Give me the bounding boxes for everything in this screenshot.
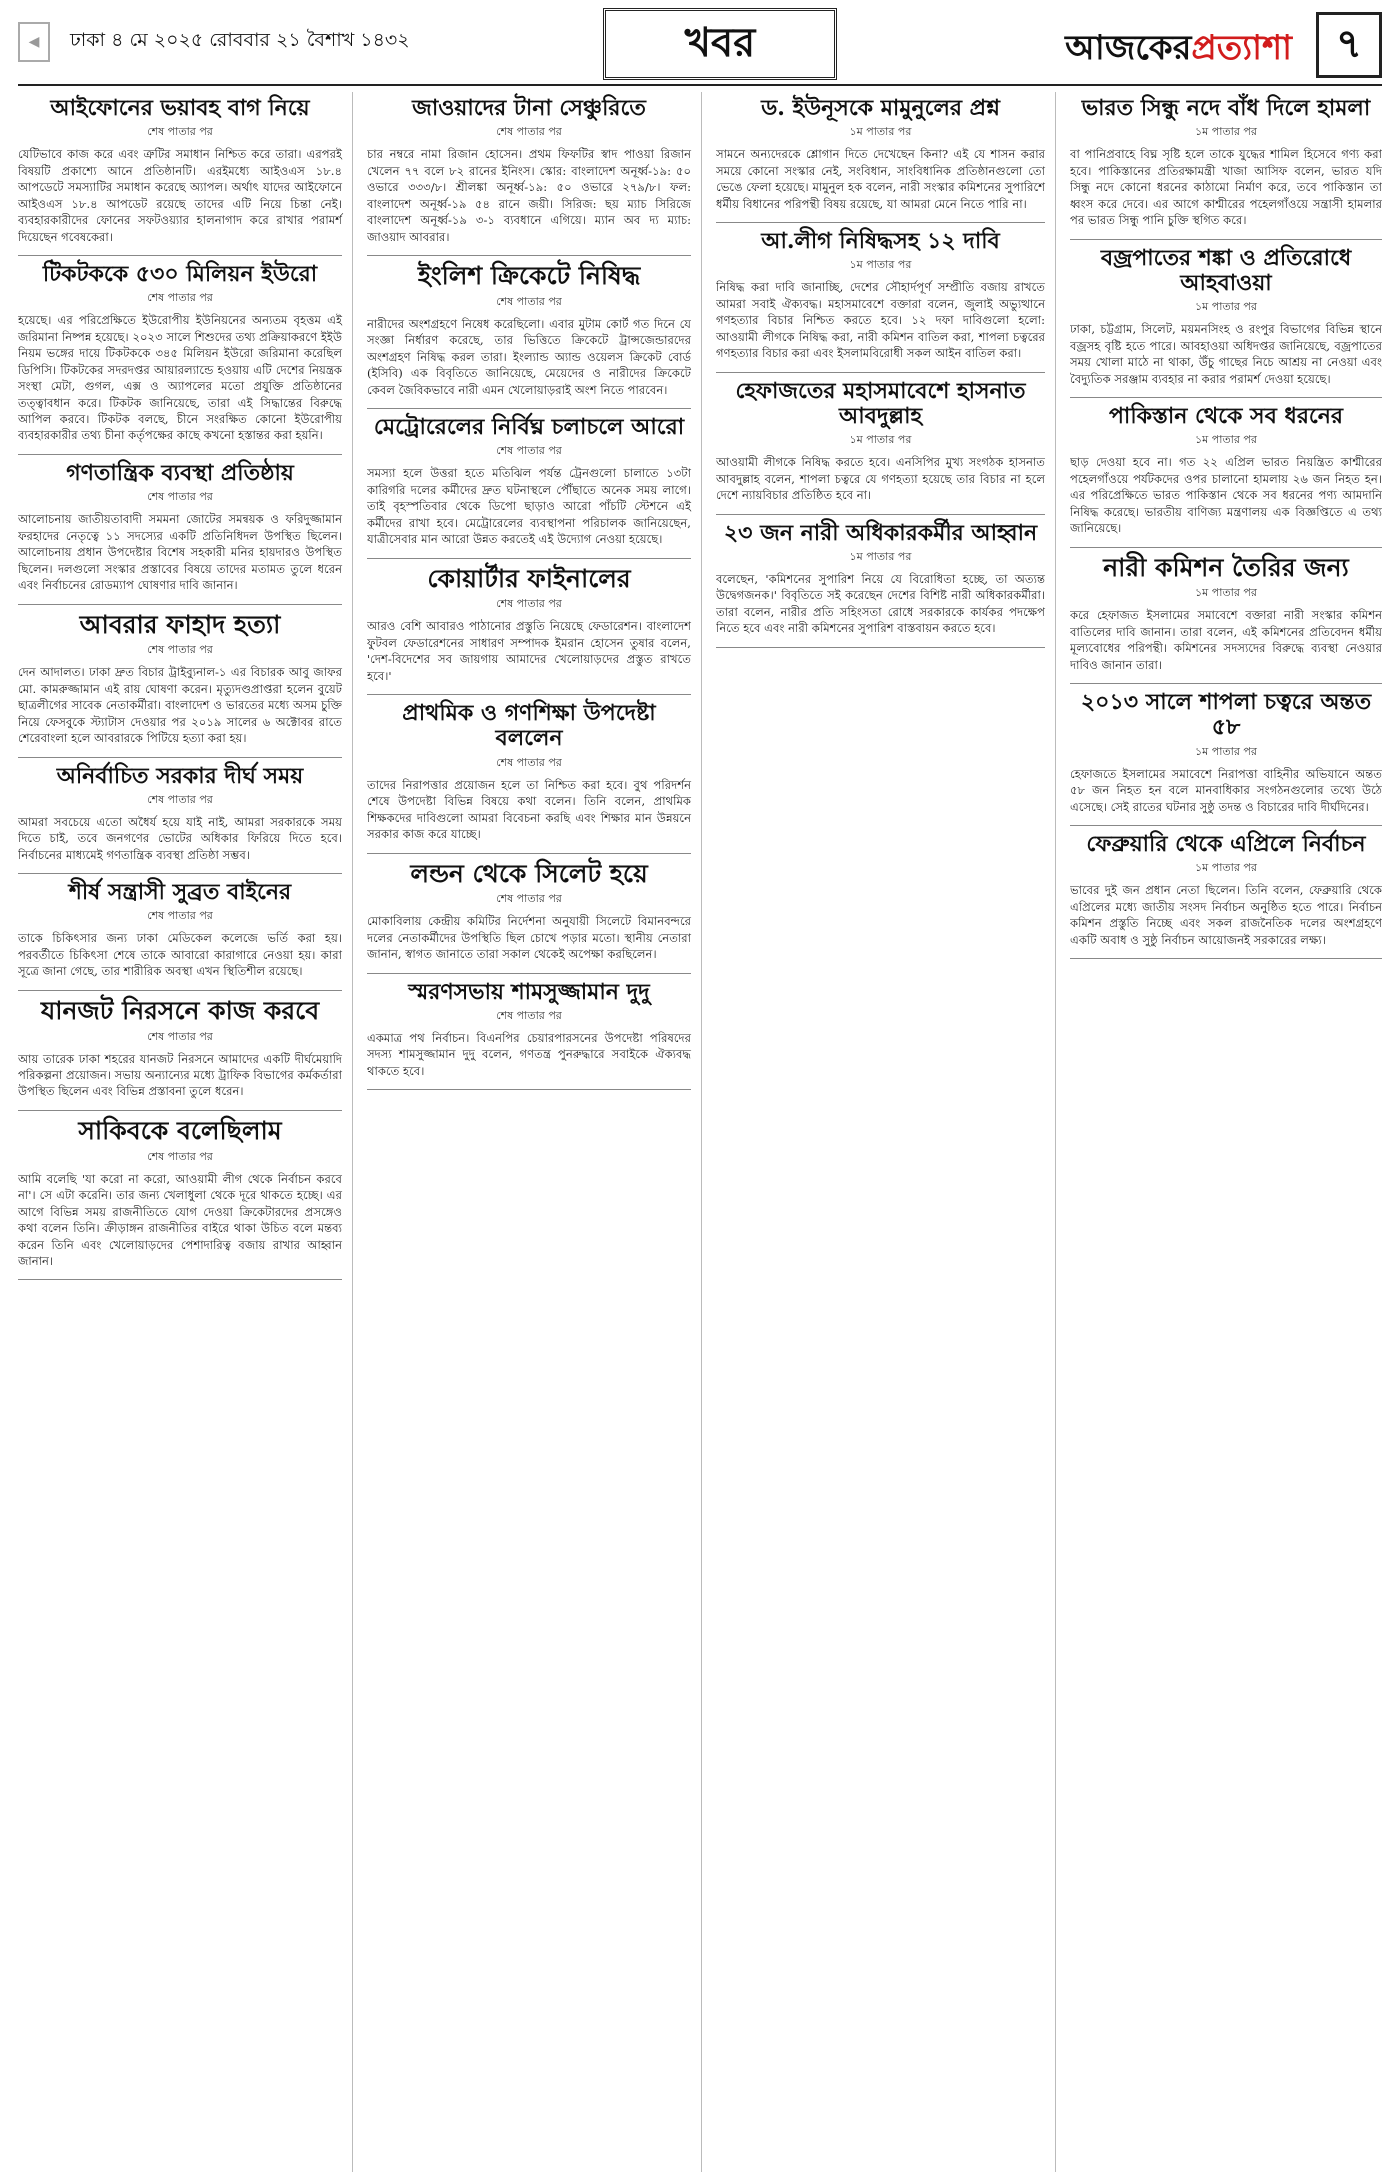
newspaper-logo — [1065, 22, 1292, 79]
article-body: হয়েছে। এর পরিপ্রেক্ষিতে ইউরোপীয় ইউনিয়নের অন্যতম বৃহত্তম এই জরিমানা নিষ্পন্ন হয়েছে। ২০২৩ সালে শিশুদের তথ্য প্রক্রিয়াকরণে ইইউ নিয়ম ভঙ্গের দায়ে টিকটককে ৩৪৫ মিলিয়ন ইউরো জরিমানা করেছিল ডিপিসি। টিকটকের সদরদপ্তর আয়ারল্যান্ডে হওয়ায় এটি দেশের নিয়ন্ত্রক সংস্থা মেটা, গুগল, এক্স ও অ্যাপলের মতো প্রযুক্তি প্রতিষ্ঠানের তত্ত্বাবধান করে। টিকটক জানিয়েছে, তারা এই সিদ্ধান্তের বিরুদ্ধে আপিল করবে। টিকটক বলছে, চীনে সংরক্ষিত কোনো ইউরোপীয় ব্যবহারকারীর তথ্য চীনা কর্তৃপক্ষের কাছে কখনো হস্তান্তর করা হয়নি। — [18, 313, 342, 443]
article-divider — [716, 514, 1045, 515]
article-headline[interactable]: আবরার ফাহাদ হত্যা — [79, 609, 281, 639]
news-article — [367, 860, 691, 963]
logo-part-2: প্রত্যাশা — [1191, 28, 1292, 68]
article-body: হেফাজতে ইসলামের সমাবেশে নিরাপত্তা বাহিনীর অভিযানে অন্তত ৫৮ জন নিহত হন বলে মানবাধিকার সংগঠনগুলোর তথ্যে উঠে এসেছে। সেই রাতের ঘটনার সুষ্ঠু তদন্ত ও বিচারের দাবি দীর্ঘদিনের। — [1070, 766, 1382, 814]
article-divider — [716, 222, 1045, 223]
continuation-label: শেষ পাতার পর — [496, 294, 562, 308]
article-body: আমরা সবচেয়ে এতো অধৈর্য হয়ে যাই নাই, আমরা সরকারকে সময় দিতে চাই, তবে জনগণের ভোটের অধিকার ফিরিয়ে দিতে হবে। নির্বাচনের মাধ্যমেই গণতান্ত্রিক ব্যবস্থা প্রতিষ্ঠা সম্ভব। — [18, 814, 342, 862]
continuation-label: ১ম পাতার পর — [1195, 586, 1257, 600]
news-article — [1070, 690, 1382, 815]
article-body: নারীদের অংশগ্রহণে নিষেধ করেছিলো। এবার মুটাম কোর্ট গত দিনে যে সংজ্ঞা নির্ধারণ করেছে, তার ভিত্তিতে ক্রিকেটে ট্রান্সজেন্ডারদের অংশগ্রহণ নিষিদ্ধ করল তারা। ইংল্যান্ড অ্যান্ড ওয়েলস ক্রিকেট বোর্ড (ইসিবি) এক বিবৃতিতে জানিয়েছে, মেয়েদের ও নারীদের ক্রিকেটে কেবল জৈবিকভাবে নারী এমন খেলোয়াড়রাই অংশ নিতে পারবেন। — [367, 316, 691, 397]
continuation-label: ১ম পাতার পর — [1195, 744, 1257, 758]
article-divider — [367, 1089, 691, 1090]
article-divider — [18, 1279, 342, 1280]
article-divider — [1070, 239, 1382, 240]
article-divider — [1070, 958, 1382, 959]
article-body: ভাবের দুই জন প্রধান নেতা ছিলেন। তিনি বলেন, ফেব্রুয়ারি থেকে এপ্রিলের মধ্যে জাতীয় সংসদ নির্বাচন অনুষ্ঠিত হতে পারে। নির্বাচন কমিশন প্রস্তুতি নিচ্ছে এবং সকল রাজনৈতিক দলের অংশগ্রহণে একটি অবাধ ও সুষ্ঠু নির্বাচন আয়োজনই সরকারের লক্ষ্য। — [1070, 883, 1382, 947]
article-divider — [367, 973, 691, 974]
continuation-label: শেষ পাতার পর — [147, 643, 213, 657]
column-3 — [716, 92, 1056, 2172]
article-headline[interactable]: আ.লীগ নিষিদ্ধসহ ১২ দাবি — [761, 228, 1000, 255]
news-article — [716, 379, 1045, 504]
news-article — [367, 980, 691, 1080]
continuation-label: শেষ পাতার পর — [496, 125, 562, 139]
continuation-label: শেষ পাতার পর — [496, 1008, 562, 1022]
prev-page-arrow-icon[interactable]: ◀ — [18, 22, 50, 62]
article-divider — [18, 604, 342, 605]
article-headline[interactable]: ফেব্রুয়ারি থেকে এপ্রিলে নির্বাচন — [1086, 831, 1366, 858]
continuation-label: শেষ পাতার পর — [496, 755, 562, 769]
news-article — [18, 262, 342, 444]
news-article — [716, 96, 1045, 212]
article-divider — [1070, 397, 1382, 398]
continuation-label: শেষ পাতার পর — [147, 125, 213, 139]
masthead — [18, 0, 1382, 86]
column-1 — [18, 92, 353, 2172]
news-article — [367, 565, 691, 685]
continuation-label: শেষ পাতার পর — [147, 291, 213, 305]
article-divider — [716, 647, 1045, 648]
article-divider — [367, 408, 691, 409]
article-headline[interactable]: আইফোনের ভয়াবহ বাগ নিয়ে — [50, 95, 310, 121]
article-body: আরও বেশি আবারও পাঠানোর প্রস্তুতি নিয়েছে ফেডারেশন। বাংলাদেশ ফুটবল ফেডারেশনের সাধারণ সম্পাদক ইমরান হোসেন তুষার বলেন, 'দেশ-বিদেশের সব জায়গায় আমাদের খেলোয়াড়দের প্রস্তুত রাখতে হবে।' — [367, 619, 691, 683]
logo-part-1: আজকের — [1065, 28, 1192, 68]
article-body: দেন আদালত। ঢাকা দ্রুত বিচার ট্রাইব্যুনাল-১ এর বিচারক আবু জাফর মো. কামরুজ্জামান এই রায় ঘোষণা করেন। মৃত্যুদণ্ডপ্রাপ্তরা হলেন বুয়েট ছাত্রলীগের সাবেক নেতাকর্মীরা। বাংলাদেশ ও ভারতের মধ্যে অসম চুক্তি নিয়ে ফেসবুকে স্ট্যাটাস দেওয়ার পর ২০১৯ সালের ৬ অক্টোবর রাতে শেরেবাংলা হলে আবরারকে পিটিয়ে হত্যা করা হয়। — [18, 665, 342, 746]
news-article — [367, 701, 691, 842]
article-divider — [367, 853, 691, 854]
article-headline[interactable]: ইংলিশ ক্রিকেটে নিষিদ্ধ — [417, 261, 641, 291]
continuation-label: শেষ পাতার পর — [147, 792, 213, 806]
article-body: আয় তারেক ঢাকা শহরের যানজট নিরসনে আমাদের একটি দীর্ঘমেয়াদি পরিকল্পনা প্রয়োজন। সভায় অন্যান্যের মধ্যে ট্রাফিক বিভাগের কর্মকর্তারা উপস্থিত ছিলেন এবং বিভিন্ন প্রস্তাবনা তুলে ধরেন। — [18, 1051, 342, 1099]
article-headline[interactable]: হেফাজতের মহাসমাবেশে হাসনাত আবদুল্লাহ — [735, 377, 1026, 429]
article-headline[interactable]: মেট্রোরেলের নির্বিঘ্ন চলাচলে আরো — [373, 414, 685, 441]
article-headline[interactable]: টিকটককে ৫৩০ মিলিয়ন ইউরো — [42, 261, 318, 288]
dateline: ঢাকা ৪ মে ২০২৫ রোববার ২১ বৈশাখ ১৪৩২ — [70, 29, 410, 51]
article-headline[interactable]: ড. ইউনূসকে মামুনুলের প্রশ্ন — [761, 95, 1000, 121]
article-divider — [367, 255, 691, 256]
article-body: ঢাকা, চট্টগ্রাম, সিলেট, ময়মনসিংহ ও রংপুর বিভাগের বিভিন্ন স্থানে বজ্রসহ বৃষ্টি হতে পারে। আবহাওয়া অধিদপ্তর জানিয়েছে, বজ্রপাতের সময় খোলা মাঠে না থাকা, উঁচু গাছের নিচে আশ্রয় না নেওয়া এবং বৈদ্যুতিক সরঞ্জাম ব্যবহার না করার পরামর্শ দেওয়া হয়েছে। — [1070, 322, 1382, 386]
article-headline[interactable]: ২৩ জন নারী অধিকারকর্মীর আহ্বান — [723, 519, 1038, 546]
article-divider — [18, 873, 342, 874]
article-body: একমাত্র পথ নির্বাচন। বিএনপির চেয়ারপারসনের উপদেষ্টা পরিষদের সদস্য শামসুজ্জামান দুদু বলেন, গণতন্ত্র পুনরুদ্ধারে সবাইকে ঐক্যবদ্ধ থাকতে হবে। — [367, 1030, 691, 1078]
continuation-label: ১ম পাতার পর — [849, 433, 912, 447]
news-article — [18, 461, 342, 594]
continuation-label: ১ম পাতার পর — [1195, 433, 1257, 447]
continuation-label: ১ম পাতার পর — [1195, 125, 1257, 139]
article-body: মোকাবিলায় কেন্দ্রীয় কমিটির নির্দেশনা অনুযায়ী সিলেটে বিমানবন্দরে দলের নেতাকর্মীদের উপস্থিতি ছিল চোখে পড়ার মতো। স্থানীয় নেতারা জানান, স্বাগত জানাতে তারা সকাল থেকেই অপেক্ষা করছিলেন। — [367, 914, 691, 962]
article-body: বা পানিপ্রবাহে বিঘ্ন সৃষ্টি হলে তাকে যুদ্ধের শামিল হিসেবে গণ্য করা হবে। পাকিস্তানের প্রতিরক্ষামন্ত্রী খাজা আসিফ বলেন, ভারত যদি সিন্ধু নদে কোনো ধরনের কাঠামো নির্মাণ করে, তবে পাকিস্তান তা ধ্বংস করে দেবে। এর আগে কাশ্মীরের পহেলগাঁওয়ে সন্ত্রাসী হামলার পর ভারত সিন্ধু পানি চুক্তি স্থগিত করে। — [1070, 147, 1382, 228]
continuation-label: ১ম পাতার পর — [1195, 861, 1257, 875]
news-article — [18, 611, 342, 747]
article-body: চার নম্বরে নামা রিজান হোসেন। প্রথম ফিফটির স্বাদ পাওয়া রিজান খেলেন ৭৭ বলে ৮২ রানের ইনিংস। স্কোর: বাংলাদেশ অনূর্ধ্ব-১৯: ৫০ ওভারে ৩৩৩/৮। শ্রীলঙ্কা অনূর্ধ্ব-১৯: ৫০ ওভারে ২৭৯/৮। ফল: বাংলাদেশ অনূর্ধ্ব-১৯ ৫৪ রানে জয়ী। সিরিজ: ছয় ম্যাচ সিরিজে বাংলাদেশ অনূর্ধ্ব-১৯ ৩-১ ব্যবধানে এগিয়ে। ম্যান অব দ্য ম্যাচ: জাওয়াদ আবরার। — [367, 147, 691, 244]
article-body: আলোচনায় জাতীয়তাবাদী সমমনা জোটের সমন্বয়ক ও ফরিদুজ্জামান ফরহাদের নেতৃত্বে ১১ সদস্যের একটি প্রতিনিধিদল উপস্থিত ছিলেন। আলোচনায় প্রধান উপদেষ্টার বিশেষ সহকারী মনির হায়দারও উপস্থিত ছিলেন। দলগুলো সংস্কার প্রস্তাবের বিষয়ে তাদের মতামত তুলে ধরেন এবং নির্বাচনের রোডম্যাপ ঘোষণার দাবি জানান। — [18, 512, 342, 593]
article-divider — [1070, 683, 1382, 684]
news-article — [18, 880, 342, 980]
article-headline[interactable]: পাকিস্তান থেকে সব ধরনের — [1109, 402, 1343, 429]
article-body: যেটিভাবে কাজ করে এবং ত্রুটির সমাধান নিশ্চিত করে তারা। এরপরই বিষয়টি প্রকাশ্যে আনে প্রতিষ্ঠানটি। এরইমধ্যে আইওএস ১৮.৪ আপডেটে সমস্যাটির সমাধান করেছে অ্যাপল। অর্থাৎ যাদের আইফোনে আইওএস ১৮.৪ আপডেট রয়েছে তাদের এটি নিয়ে চিন্তা নেই। ব্যবহারকারীদের ফোনের সফটওয়্যার হালনাগাদ করে রাখার পরামর্শ দিয়েছেন গবেষকেরা। — [18, 147, 342, 244]
continuation-label: ১ম পাতার পর — [1195, 300, 1257, 314]
article-headline[interactable]: লন্ডন থেকে সিলেট হয়ে — [410, 858, 648, 888]
article-headline[interactable]: বজ্রপাতের শঙ্কা ও প্রতিরোধে আহবাওয়া — [1100, 244, 1352, 296]
article-body: আওয়ামী লীগকে নিষিদ্ধ করতে হবে। এনসিপির মুখ্য সংগঠক হাসনাত আবদুল্লাহ বলেন, শাপলা চত্বরে যে গণহত্যা হয়েছে তার বিচার না হলে দেশে ন্যায়বিচার প্রতিষ্ঠিত হবে না। — [716, 455, 1045, 503]
article-headline[interactable]: ২০১৩ সালে শাপলা চত্বরে অন্তত ৫৮ — [1080, 689, 1372, 741]
news-article — [367, 415, 691, 548]
continuation-label: ১ম পাতার পর — [849, 125, 912, 139]
article-body: বলেছেন, 'কমিশনের সুপারিশ নিয়ে যে বিরোধিতা হচ্ছে, তা অত্যন্ত উদ্বেগজনক।' বিবৃতিতে সই করেছেন দেশের বিশিষ্ট নারী অধিকারকর্মীরা। তারা বলেন, নারীর প্রতি সহিংসতা রোধে সরকারকে কার্যকর পদক্ষেপ নিতে হবে এবং নারী কমিশনের সুপারিশ বাস্তবায়ন করতে হবে। — [716, 571, 1045, 636]
news-article — [1070, 832, 1382, 948]
article-body: ছাড় দেওয়া হবে না। গত ২২ এপ্রিল ভারত নিয়ন্ত্রিত কাশ্মীরের পহেলগাঁওয়ে পর্যটকদের ওপর চালানো হামলায় ২৬ জন নিহত হন। এর পরিপ্রেক্ষিতে ভারত পাকিস্তান থেকে সব ধরনের পণ্য আমদানি নিষিদ্ধ করেছে। ভারতীয় বাণিজ্য মন্ত্রণালয় এক বিজ্ঞপ্তিতে এ তথ্য জানিয়েছে। — [1070, 455, 1382, 536]
news-article — [716, 521, 1045, 637]
section-title: খবর — [603, 8, 837, 80]
continuation-label: শেষ পাতার পর — [496, 444, 562, 458]
news-article — [367, 96, 691, 245]
article-headline[interactable]: সাকিবকে বলেছিলাম — [78, 1115, 282, 1145]
news-article — [1070, 96, 1382, 229]
news-article — [18, 997, 342, 1100]
article-divider — [367, 694, 691, 695]
article-headline[interactable]: গণতান্ত্রিক ব্যবস্থা প্রতিষ্ঠায় — [66, 459, 294, 486]
continuation-label: শেষ পাতার পর — [147, 490, 213, 504]
article-divider — [18, 255, 342, 256]
continuation-label: শেষ পাতার পর — [147, 1029, 213, 1043]
news-article — [716, 229, 1045, 362]
article-body: নিষিদ্ধ করা দাবি জানাচ্ছি, দেশের সৌহার্দপূর্ণ সম্প্রীতি বজায় রাখতে আমরা সবাই ঐক্যবদ্ধ। মহাসমাবেশে বক্তারা বলেন, জুলাই অভ্যুত্থানে গণহত্যার বিচার নিশ্চিত করতে হবে। ১২ দফা দাবিগুলো হলো: আওয়ামী লীগকে নিষিদ্ধ করা, নারী কমিশন বাতিল করা, শাপলা চত্বরের গণহত্যার বিচার করা এবং ইসলামবিরোধী সকল আইন বাতিল করা। — [716, 280, 1045, 361]
article-headline[interactable]: শীর্ষ সন্ত্রাসী সুব্রত বাইনের — [68, 879, 292, 906]
news-article — [1070, 404, 1382, 537]
article-headline[interactable]: নারী কমিশন তৈরির জন্য — [1103, 552, 1349, 582]
continuation-label: শেষ পাতার পর — [496, 892, 562, 906]
article-divider — [367, 558, 691, 559]
article-body: তাদের নিরাপত্তার প্রয়োজন হলে তা নিশ্চিত করা হবে। বুথ পরিদর্শন শেষে উপদেষ্টা বিভিন্ন বিষয়ে কথা বলেন। তিনি বলেন, প্রাথমিক শিক্ষকদের দাবিগুলো আমরা বিবেচনা করছি এবং শিক্ষার মান উন্নয়নে সরকার কাজ করে যাচ্ছে। — [367, 777, 691, 842]
article-body: সামনে অন্যদেরকে শ্লোগান দিতে দেখেছেন কিনা? এই যে শাসন করার সময়ে কোনো সংস্কার নেই, সংবিধান, সাংবিধানিক প্রতিষ্ঠানগুলো তো ভেঙে ফেলা হয়েছে। মামুনুল হক বলেন, নারী সংস্কার কমিশনের সুপারিশে ধর্মীয় বিধানের পরিপন্থী বিষয় রয়েছে, যা আমরা মেনে নিতে পারি না। — [716, 147, 1045, 211]
column-2 — [367, 92, 702, 2172]
article-headline[interactable]: ভারত সিন্ধু নদে বাঁধ দিলে হামলা — [1081, 95, 1371, 121]
news-article — [18, 1117, 342, 1269]
article-headline[interactable]: স্মরণসভায় শামসুজ্জামান দুদু — [408, 978, 650, 1005]
article-headline[interactable]: জাওয়াদের টানা সেঞ্চুরিতে — [412, 95, 646, 121]
continuation-label: ১ম পাতার পর — [849, 549, 912, 563]
article-headline[interactable]: কোয়ার্টার ফাইনালের — [427, 563, 631, 593]
article-divider — [1070, 825, 1382, 826]
article-body: করে হেফাজত ইসলামের সমাবেশে বক্তারা নারী সংস্কার কমিশন বাতিলের দাবি জানান। তারা বলেন, এই কমিশনের প্রতিবেদন ধর্মীয় মূল্যবোধের পরিপন্থী। কমিশনের সদস্যদের বিরুদ্ধে ব্যবস্থা নেওয়ার দাবিও জানান তারা। — [1070, 608, 1382, 672]
news-article — [1070, 246, 1382, 387]
news-article — [367, 262, 691, 398]
continuation-label: ১ম পাতার পর — [849, 258, 912, 272]
continuation-label: শেষ পাতার পর — [147, 909, 213, 923]
article-divider — [1070, 547, 1382, 548]
article-divider — [18, 1110, 342, 1111]
news-article — [18, 96, 342, 245]
columns — [18, 92, 1382, 2172]
article-body: আমি বলেছি 'যা করো না করো, আওয়ামী লীগ থেকে নির্বাচন করবে না'। সে এটা করেনি। তার জন্য খেলাধুলা থেকে দূরে থাকতে হচ্ছে। এর আগে বিভিন্ন সময় রাজনীতিতে যোগ দেওয়া ক্রিকেটারদের প্রসঙ্গেও কথা বলেন তিনি। ক্রীড়াঙ্গন রাজনীতির বাইরে থাকা উচিত বলে মন্তব্য করেন তিনি এবং খেলোয়াড়দের পেশাদারিত্ব বজায় রাখার আহ্বান জানান। — [18, 1171, 342, 1268]
page-number: ৭ — [1316, 12, 1382, 78]
article-headline[interactable]: অনির্বাচিত সরকার দীর্ঘ সময় — [56, 762, 304, 789]
article-divider — [18, 454, 342, 455]
article-body: তাকে চিকিৎসার জন্য ঢাকা মেডিকেল কলেজে ভর্তি করা হয়। পরবর্তীতে চিকিৎসা শেষে তাকে আবারো কারাগারে নেওয়া হয়। কারা সূত্রে জানা গেছে, তার শারীরিক অবস্থা এখন স্থিতিশীল রয়েছে। — [18, 931, 342, 979]
continuation-label: শেষ পাতার পর — [496, 597, 562, 611]
article-headline[interactable]: প্রাথমিক ও গণশিক্ষা উপদেষ্টা বললেন — [402, 700, 656, 752]
article-headline[interactable]: যানজট নিরসনে কাজ করবে — [40, 995, 320, 1025]
continuation-label: শেষ পাতার পর — [147, 1149, 213, 1163]
news-article — [1070, 554, 1382, 674]
article-body: সমস্যা হলে উত্তরা হতে মতিঝিল পর্যন্ত ট্রেনগুলো চালাতে ১৩টা কারিগরি দলের কর্মীদের দ্রুত ঘটনাস্থলে পৌঁছাতে অনেক সময় লাগে। তাই বৃহস্পতিবার থেকে ডিপো ছাড়াও আরো পাঁচটি স্টেশনে এই কর্মীদের রাখা হবে। মেট্রোরেলের ব্যবস্থাপনা পরিচালক জানিয়েছেন, যাত্রীসেবার মান আরো উন্নত করতেই এই উদ্যোগ নেওয়া হয়েছে। — [367, 466, 691, 547]
article-divider — [18, 757, 342, 758]
article-divider — [18, 990, 342, 991]
column-4 — [1070, 92, 1382, 2172]
news-article — [18, 764, 342, 864]
article-divider — [716, 372, 1045, 373]
